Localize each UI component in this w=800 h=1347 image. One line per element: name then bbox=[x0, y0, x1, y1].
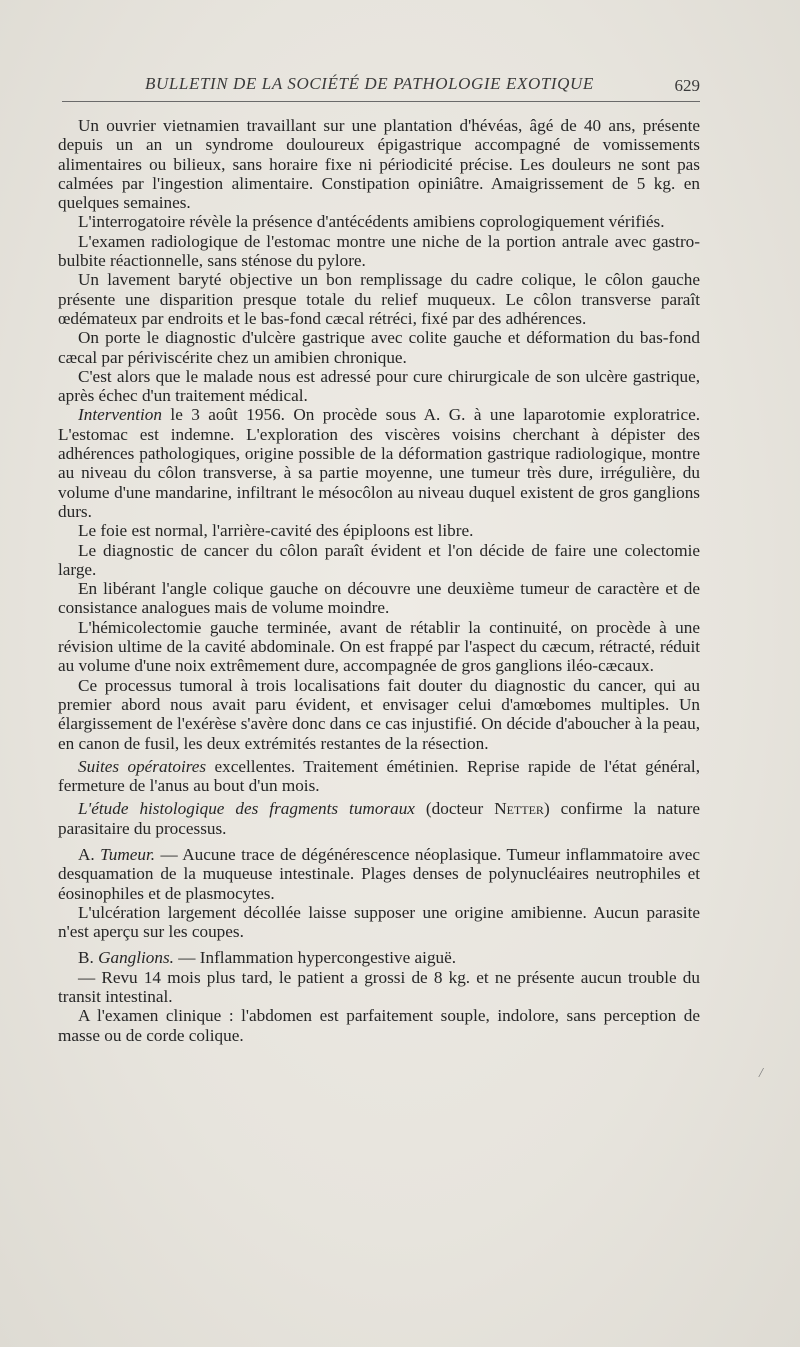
ganglions-prefix: B. bbox=[78, 948, 99, 968]
article-body bbox=[58, 116, 700, 1045]
tumor-heading: Tumeur. bbox=[100, 844, 156, 864]
paragraph-case-presentation: Un ouvrier vietnamien travaillant sur une plantation d'hévéas, âgé de 40 ans, présente depuis un an un syndrome douloureux épigastrique accompagné de vomissements alimentaires ou bilieux, sans horaire fixe ni périodicité précise. Les douleurs ne sont pas calmées par l'ingestion alimentaire. Constipation opiniâtre. Amaigrissement de 5 kg. en quelques semaines. bbox=[58, 116, 700, 213]
paragraph-hemicolectomy: L'hémicolectomie gauche terminée, avant de rétablir la continuité, on procède à une révision ultime de la cavité abdominale. On est frappé par l'aspect du cæcum, rétracté, réduit au volume d'une noix extrêmement dure, accompagnée de gros ganglions iléo-cæcaux. bbox=[58, 617, 700, 676]
page-number: 629 bbox=[674, 76, 700, 95]
paragraph-colectomy-decision: Le diagnostic de cancer du côlon paraît évident et l'on décide de faire une colectomie large. bbox=[58, 540, 700, 579]
paragraph-postoperative bbox=[58, 757, 700, 796]
paragraph-ulceration: L'ulcération largement décollée laisse supposer une origine amibienne. Aucun parasite n'est aperçu sur les coupes. bbox=[58, 902, 700, 942]
ganglions-text: — Inflammation hypercongestive aiguë. bbox=[173, 948, 457, 968]
intervention-heading: Intervention bbox=[78, 405, 162, 425]
histology-text: ) confirme la nature parasitaire du processus. bbox=[58, 799, 701, 838]
paragraph-amoebomas: Ce processus tumoral à trois localisations fait douter du diagnostic du cancer, qui au premier abord nous avait paru évident, et envisager celui d'amœbomes multiples. Un élargissement de l'exérèse s'avère donc dans ce cas injustifié. On décide d'aboucher à la peau, en canon de fusil, les deux extrémités restantes de la résection. bbox=[58, 675, 700, 753]
paragraph-second-tumor: En libérant l'angle colique gauche on découvre une deuxième tumeur de caractère et de consistance analogues mais de volume moindre. bbox=[58, 579, 700, 618]
paragraph-liver: Le foie est normal, l'arrière-cavité des épiploons est libre. bbox=[78, 521, 474, 541]
paragraph-barium-enema: Un lavement baryté objective un bon remplissage du cadre colique, le côlon gauche présente une disparition presque totale du relief muqueux. Le côlon transverse paraît œdémateux par endroits et le bas-fond cæcal rétréci, fixé par des adhérences. bbox=[58, 270, 700, 328]
paragraph-histology bbox=[58, 799, 700, 838]
tumor-prefix: A. bbox=[78, 844, 101, 864]
intervention-text: le 3 août 1956. On procède sous A. G. à une laparotomie exploratrice. L'estomac est indemne. L'exploration des viscères voisins cherchant à dépister des adhérences pathologiques, origine possible de la déformation gastrique radiologique, montre au niveau du côlon transverse, à sa partie moyenne, une tumeur très dure, irrégulière, du volume d'une mandarine, infiltrant le mésocôlon au niveau duquel existent de gros ganglions durs. bbox=[58, 405, 700, 521]
histology-heading: L'étude histologique des fragments tumoraux bbox=[78, 799, 415, 819]
paragraph-history: L'interrogatoire révèle la présence d'antécédents amibiens coprologiquement vérifiés. bbox=[78, 212, 665, 232]
postoperative-text: excellentes. Traitement émétinien. Reprise rapide de l'état général, fermeture de l'anus au bout d'un mois. bbox=[58, 756, 701, 796]
postoperative-heading: Suites opératoires bbox=[78, 756, 207, 776]
paragraph-referral: C'est alors que le malade nous est adressé pour cure chirurgicale de son ulcère gastrique, après échec d'un traitement médical. bbox=[58, 366, 700, 406]
journal-title: BULLETIN DE LA SOCIÉTÉ DE PATHOLOGIE EXOTIQUE bbox=[145, 74, 594, 93]
tumor-text: — Aucune trace de dégénérescence néoplasique. Tumeur inflammatoire avec desquamation de la muqueuse intestinale. Plages denses de polynucléaires neutrophiles et éosinophiles et de plasmocytes. bbox=[58, 844, 700, 903]
ganglions-heading: Ganglions. bbox=[98, 948, 174, 968]
paragraph-follow-up: — Revu 14 mois plus tard, le patient a grossi de 8 kg. et ne présente aucun trouble du transit intestinal. bbox=[58, 967, 700, 1007]
histology-mid: (docteur bbox=[414, 799, 495, 819]
paragraph-ganglions bbox=[58, 948, 700, 967]
running-header bbox=[60, 72, 700, 100]
paragraph-diagnosis: On porte le diagnostic d'ulcère gastrique avec colite gauche et déformation du bas-fond cæcal par périviscérite chez un amibien chronique. bbox=[58, 328, 700, 367]
header-divider bbox=[62, 101, 700, 102]
paragraph-intervention bbox=[58, 405, 700, 521]
paragraph-tumor-findings bbox=[58, 845, 700, 903]
paragraph-radiology: L'examen radiologique de l'estomac montre une niche de la portion antrale avec gastro-bulbite réactionnelle, sans sténose du pylore. bbox=[58, 231, 700, 271]
paragraph-clinical-exam: A l'examen clinique : l'abdomen est parfaitement souple, indolore, sans perception de masse ou de corde colique. bbox=[58, 1006, 700, 1045]
doctor-name: Netter bbox=[494, 799, 544, 819]
margin-pencil-mark: / bbox=[759, 1066, 763, 1081]
